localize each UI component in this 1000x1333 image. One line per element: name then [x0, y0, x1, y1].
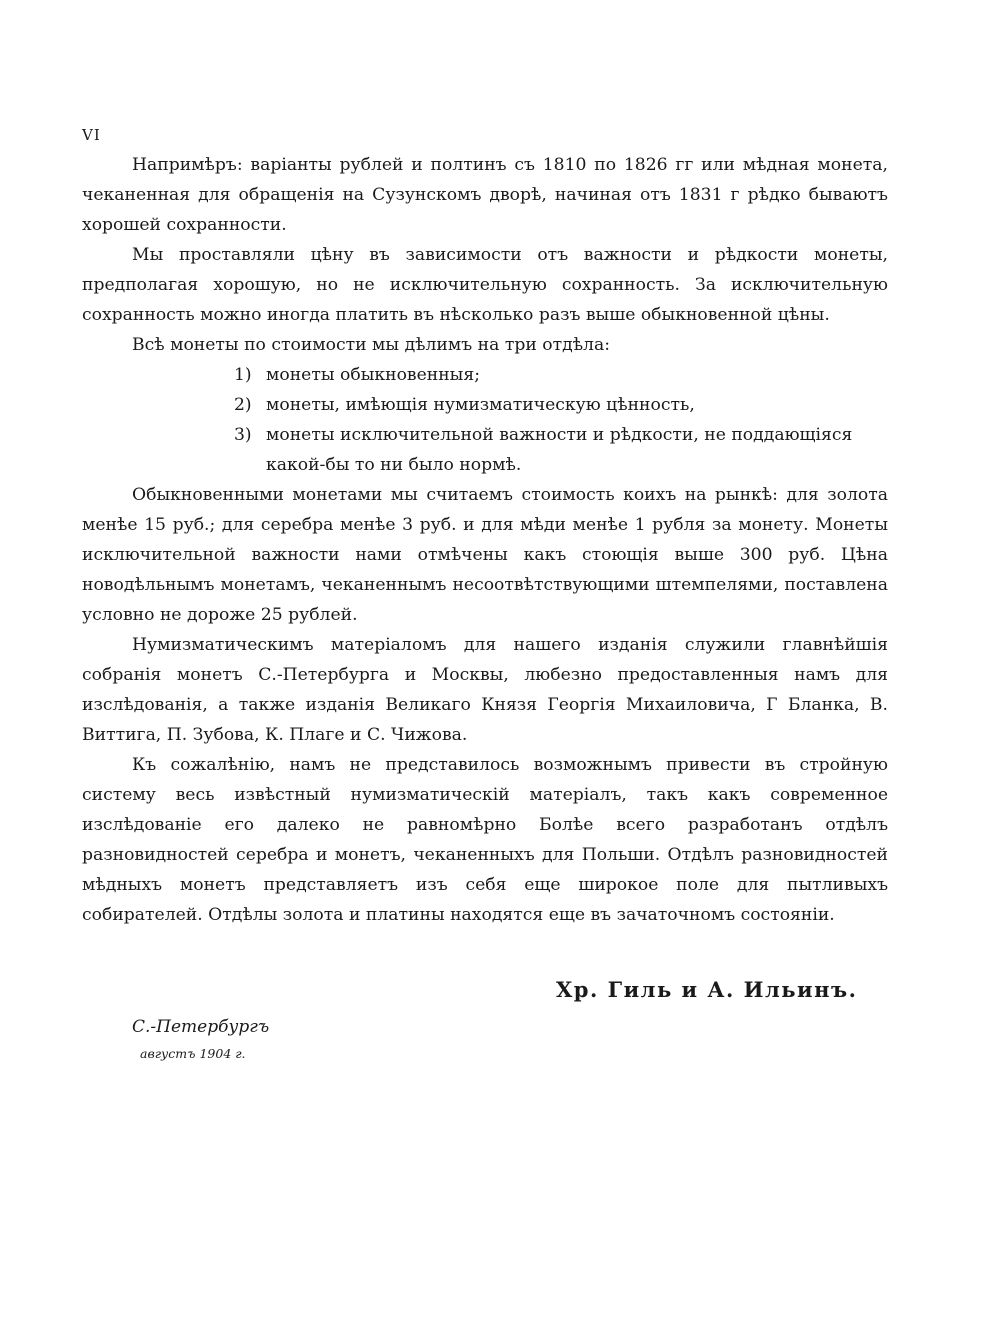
list-item-number: 2)	[234, 395, 252, 415]
division-list	[82, 360, 888, 480]
paragraph-regret: Къ сожалѣнію, намъ не представилось возможнымъ привести въ стройную систему весь извѣстный нумизматическій матеріалъ, такъ какъ современное изслѣдованіе его далеко не равномѣрно Болѣе всего разработанъ отдѣлъ разновидностей серебра и монетъ, чеканенныхъ для Польши. Отдѣлъ разновидностей мѣдныхъ монетъ представляетъ изъ себя еще широкое поле для пытливыхъ собирателей. Отдѣлы золота и платины находятся еще въ зачаточномъ состояніи.	[82, 755, 888, 925]
place-line: С.-Петербургъ	[132, 1017, 270, 1037]
list-item-text: монеты исключительной важности и рѣдкости, не поддающіяся какой-бы то ни было нормѣ.	[266, 425, 853, 475]
body-text	[82, 150, 888, 930]
paragraph-ordinary-coins: Обыкновенными монетами мы считаемъ стоимость коихъ на рынкѣ: для золота менѣе 15 руб.; для серебра менѣе 3 руб. и для мѣди менѣе 1 рубля за монету. Монеты исключительной важности нами отмѣчены какъ стоющія выше 300 руб. Цѣна новодѣльнымъ монетамъ, чеканеннымъ несоотвѣтствующими штемпелями, поставлена условно не дороже 25 рублей.	[82, 485, 888, 625]
list-item-number: 3)	[234, 425, 252, 445]
list-item-text: монеты обыкновенныя;	[266, 365, 480, 385]
authors-signature: Хр. Гиль и А. Ильинъ.	[556, 977, 858, 1002]
list-item-number: 1)	[234, 365, 252, 385]
paragraph-pricing: Мы проставляли цѣну въ зависимости отъ важности и рѣдкости монеты, предполагая хорошую, но не исключительную сохранность. За исключительную сохранность можно иногда платить въ нѣсколько разъ выше обыкновенной цѣны.	[82, 245, 888, 325]
page-number: VI	[82, 126, 101, 144]
list-item	[234, 360, 888, 390]
date-line: августъ 1904 г.	[140, 1046, 246, 1061]
paragraph-sources: Нумизматическимъ матеріаломъ для нашего изданія служили главнѣйшія собранія монетъ С.-Петербурга и Москвы, любезно предоставленныя намъ для изслѣдованія, а также изданія Великаго Князя Георгія Михаиловича, Г Бланка, В. Виттига, П. Зубова, К. Плаге и С. Чижова.	[82, 635, 888, 745]
list-item	[234, 390, 888, 420]
paragraph-examples: Напримѣръ: варіанты рублей и полтинъ съ 1810 по 1826 гг или мѣдная монета, чеканенная для обращенія на Сузунскомъ дворѣ, начиная отъ 1831 г рѣдко бываютъ хорошей сохранности.	[82, 155, 888, 235]
paragraph-divisions: Всѣ монеты по стоимости мы дѣлимъ на три отдѣла:	[132, 335, 611, 355]
list-item-text: монеты, имѣющія нумизматическую цѣнность,	[266, 395, 695, 415]
list-item	[234, 420, 888, 480]
